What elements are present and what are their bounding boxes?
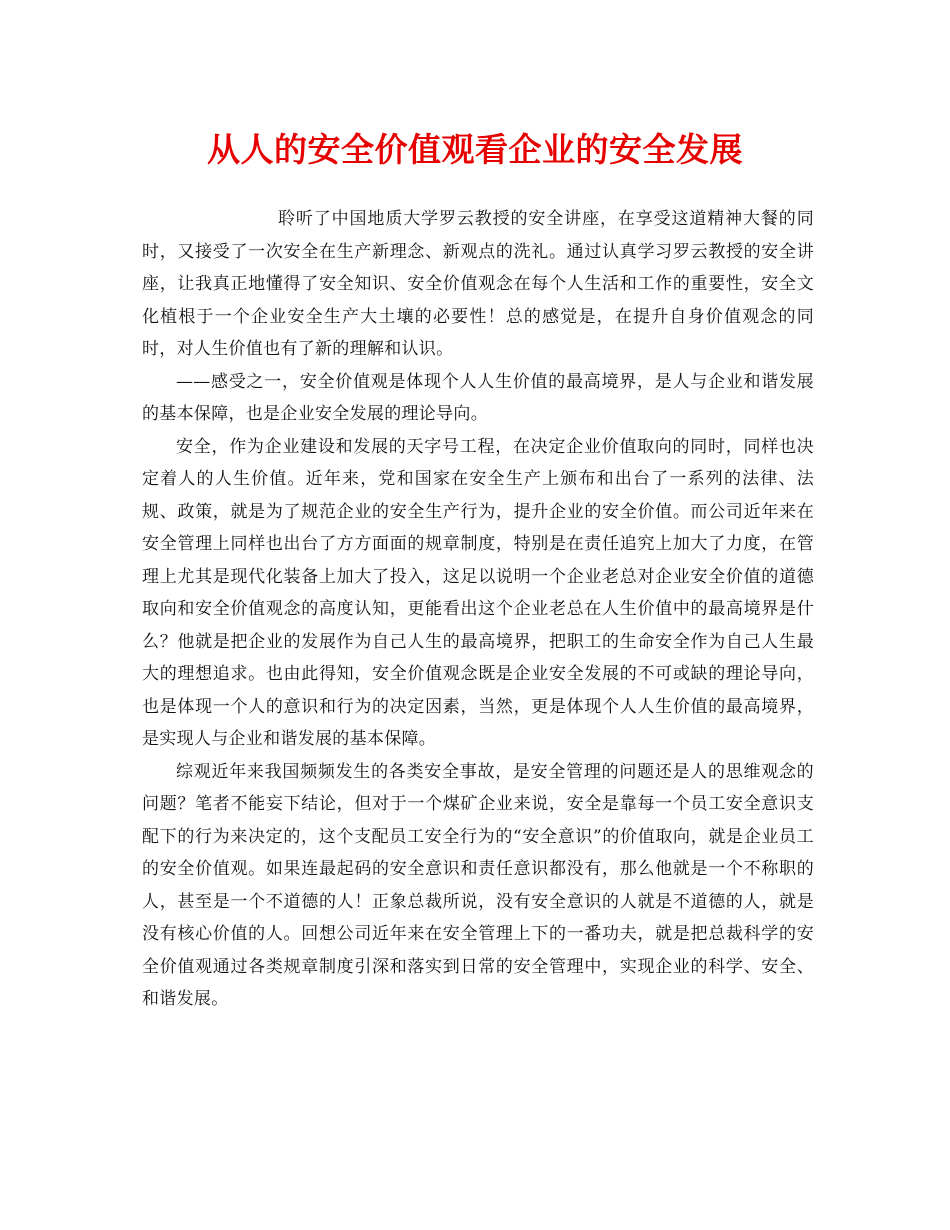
paragraph-insight-one: ——感受之一，安全价值观是体现个人人生价值的最高境界，是人与企业和谐发展的基本保障，也是企业安全发展的理论导向。 — [142, 371, 814, 424]
document-title: 从人的安全价值观看企业的安全发展 — [207, 130, 743, 169]
paragraph-safety-value: 安全，作为企业建设和发展的天字号工程，在决定企业价值取向的同时，同样也决定着人的人生价值。近年来，党和国家在安全生产上颁布和出台了一系列的法律、法规、政策，就是为了规范企业的安全生产行为，提升企业的安全价值。而公司近年来在安全管理上同样也出台了方方面面的规章制度，特别是在责任追究上加大了力度，在管理上尤其是现代化装备上加大了投入，这足以说明一个企业老总对企业安全价值的道德取向和安全价值观念的高度认知，更能看出这个企业老总在人生价值中的最高境界是什么？他就是把企业的发展作为自己人生的最高境界，把职工的生命安全作为自己人生最大的理想追求。也由此得知，安全价值观念既是企业安全发展的不可或缺的理论导向，也是体现一个人的意识和行为的决定因素，当然，更是体现个人人生价值的最高境界，是实现人与企业和谐发展的基本保障。 — [142, 436, 814, 749]
paragraph-accident-review: 综观近年来我国频频发生的各类安全事故，是安全管理的问题还是人的思维观念的问题？笔者不能妄下结论，但对于一个煤矿企业来说，安全是靠每一个员工安全意识支配下的行为来决定的，这个支配员工安全行为的“安全意识”的价值取向，就是企业员工的安全价值观。如果连最起码的安全意识和责任意识都没有，那么他就是一个不称职的人，甚至是一个不道德的人！正象总裁所说，没有安全意识的人就是不道德的人，就是没有核心价值的人。回想公司近年来在安全管理上下的一番功夫，就是把总裁科学的安全价值观通过各类规章制度引深和落实到日常的安全管理中，实现企业的科学、安全、和谐发展。 — [142, 761, 814, 1009]
paragraph-intro: 聆听了中国地质大学罗云教授的安全讲座，在享受这道精神大餐的同时，又接受了一次安全在生产新理念、新观点的洗礼。通过认真学习罗云教授的安全讲座，让我真正地懂得了安全知识、安全价值观念在每个人生活和工作的重要性，安全文化植根于一个企业安全生产大土壤的必要性！总的感觉是，在提升自身价值观念的同时，对人生价值也有了新的理解和认识。 — [142, 209, 814, 359]
document-body — [142, 203, 814, 1016]
